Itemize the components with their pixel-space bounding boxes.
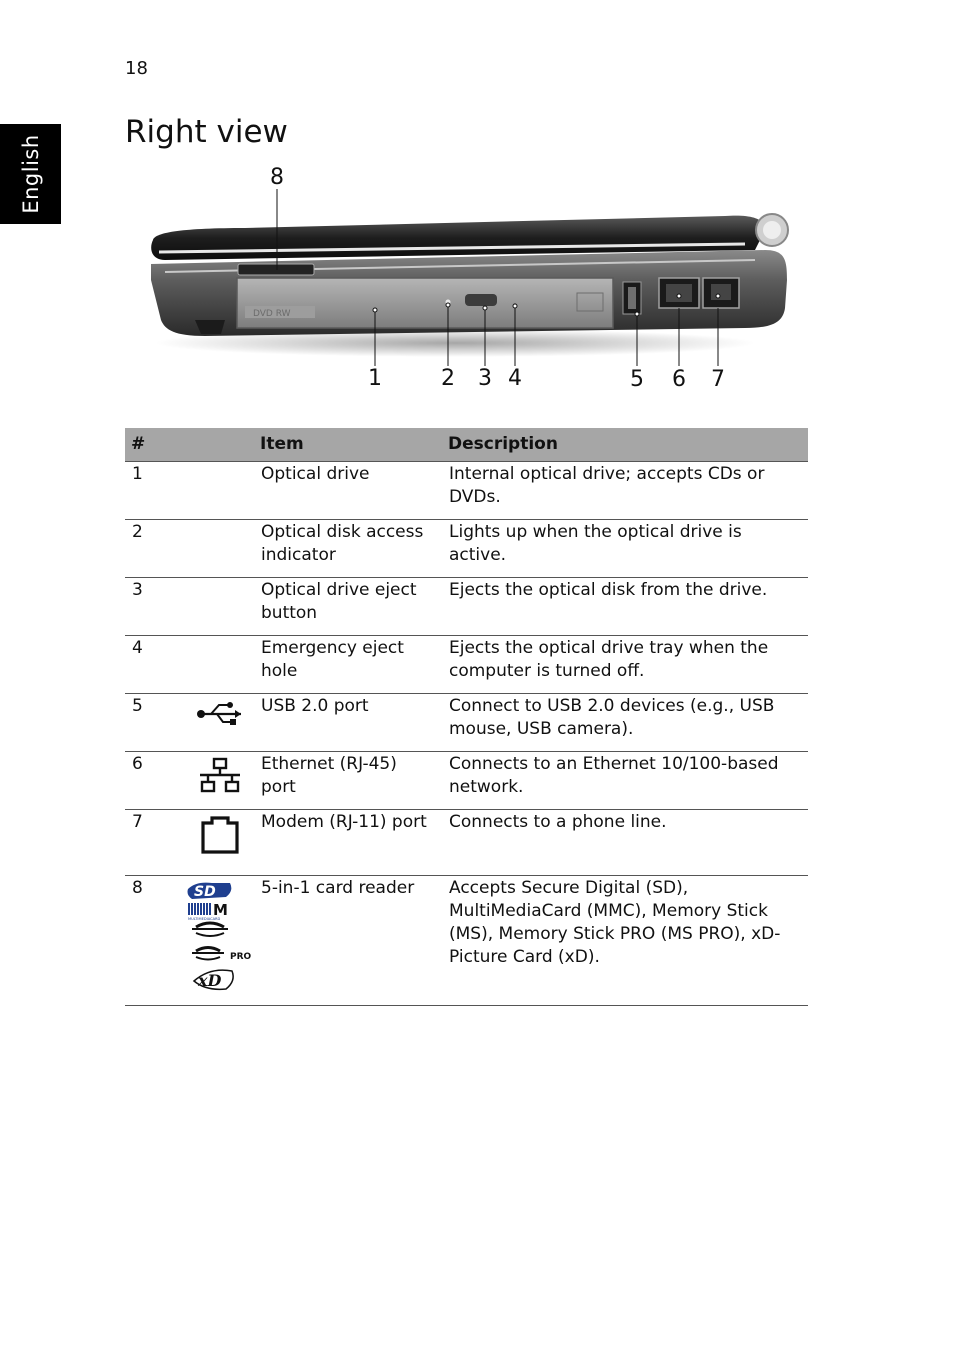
row-description: Connect to USB 2.0 devices (e.g., USB mouse, USB camera). [442,694,808,752]
callout-2: 2 [441,366,455,391]
row-icon [186,462,254,520]
laptop-illustration [125,160,808,400]
ethernet-icon [197,757,243,795]
laptop-right-view-figure [125,160,808,400]
row-description: Ejects the optical disk from the drive. [442,578,808,636]
header-description: Description [442,428,808,462]
pro-logo-text: PRO [230,952,252,962]
sd-card-icon [188,883,232,900]
sd-logo-text: SD [194,884,216,900]
row-item: Ethernet (RJ-45) port [254,752,442,810]
row-item: 5-in-1 card reader [254,876,442,1006]
row-number: 3 [125,578,186,636]
row-icon [186,810,254,876]
table-row [125,876,808,1006]
header-item: Item [254,428,442,462]
row-icon [186,636,254,694]
callout-6: 6 [672,367,686,392]
language-tab [0,124,61,224]
table-row [125,462,808,520]
row-item: Optical drive eject button [254,578,442,636]
table-row [125,636,808,694]
row-icon [186,752,254,810]
row-icon [186,578,254,636]
optical-drive-tray [237,278,613,328]
row-description: Lights up when the optical drive is active. [442,520,808,578]
callout-1: 1 [368,366,382,391]
mmc-logo-small-text: MULTIMEDIACARD [188,917,221,921]
modem-icon [200,815,240,855]
table-row [125,520,808,578]
callout-7: 7 [711,367,725,392]
row-description: Connects to an Ethernet 10/100-based network. [442,752,808,810]
row-item: USB 2.0 port [254,694,442,752]
table-header-row [125,428,808,462]
table-row [125,752,808,810]
card-reader-icons [186,881,254,993]
callout-3: 3 [478,366,492,391]
card-reader-slot [238,264,314,275]
row-description: Internal optical drive; accepts CDs or DVDs. [442,462,808,520]
row-description: Ejects the optical drive tray when the computer is turned off. [442,636,808,694]
callout-5: 5 [630,367,644,392]
page-number: 18 [125,58,148,79]
row-description: Accepts Secure Digital (SD), MultiMediaCard (MMC), Memory Stick (MS), Memory Stick PRO (MS PRO), xD-Picture Card (xD). [442,876,808,1006]
row-item: Optical drive [254,462,442,520]
row-number: 2 [125,520,186,578]
language-tab-label: English [18,134,43,214]
row-item: Emergency eject hole [254,636,442,694]
callout-8: 8 [270,165,284,190]
row-number: 5 [125,694,186,752]
header-number: # [125,428,186,462]
row-number: 6 [125,752,186,810]
xd-logo-text: xD [198,971,222,990]
row-item: Modem (RJ-11) port [254,810,442,876]
row-number: 4 [125,636,186,694]
row-icon [186,520,254,578]
svg-text:DVD RW: DVD RW [253,309,291,319]
row-number: 1 [125,462,186,520]
row-number: 7 [125,810,186,876]
ports-table [125,428,808,1006]
row-number: 8 [125,876,186,1006]
mmc-logo-text: M [213,901,228,919]
row-icon [186,694,254,752]
header-icon [186,428,254,462]
row-description: Connects to a phone line. [442,810,808,876]
eject-button [465,294,497,306]
row-item: Optical disk access indicator [254,520,442,578]
xd-card-icon [194,970,233,990]
usb-icon [195,699,245,725]
memory-stick-icon [192,923,228,936]
callout-4: 4 [508,366,522,391]
table-row [125,810,808,876]
row-icon [186,876,254,1006]
memory-stick-pro-icon [192,948,252,963]
page-title: Right view [125,114,288,150]
mmc-card-icon [188,901,228,921]
table-row [125,578,808,636]
table-row [125,694,808,752]
